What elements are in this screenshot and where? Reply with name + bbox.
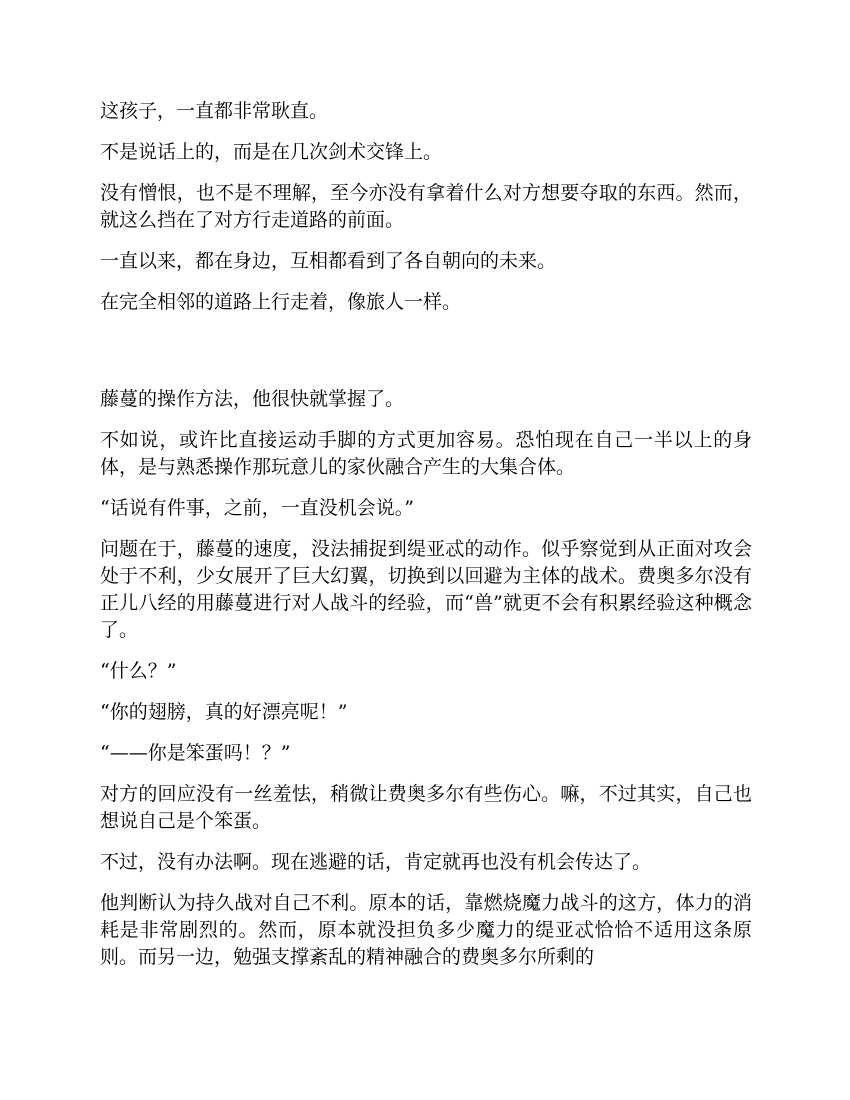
section-break — [100, 330, 752, 386]
paragraph: 藤蔓的操作方法，他很快就掌握了。 — [100, 388, 405, 410]
dialogue-line: “什么？” — [100, 660, 177, 682]
paragraph: 不是说话上的，而是在几次剑术交锋上。 — [100, 141, 443, 163]
paragraph: 不过，没有办法啊。现在逃避的话，肯定就再也没有机会传达了。 — [100, 851, 652, 873]
paragraph: 在完全相邻的道路上行走着，像旅人一样。 — [100, 291, 462, 313]
dialogue-line: “话说有件事，之前，一直没机会说。” — [100, 497, 414, 519]
paragraph: 对方的回应没有一丝羞怯，稍微让费奥多尔有些伤心。嘛，不过其实，自己也想说自己是个笨蛋。 — [100, 783, 752, 832]
paragraph: 一直以来，都在身边，互相都看到了各自朝向的未来。 — [100, 250, 557, 272]
paragraph: 这孩子，一直都非常耿直。 — [100, 100, 329, 122]
dialogue-line: “——你是笨蛋吗！？” — [100, 742, 291, 764]
dialogue-line: “你的翅膀，真的好漂亮呢！” — [100, 701, 348, 723]
section-1 — [100, 98, 752, 316]
paragraph: 不如说，或许比直接运动手脚的方式更加容易。恐怕现在自己一半以上的身体，是与熟悉操作那玩意儿的家伙融合产生的大集合体。 — [100, 429, 752, 478]
paragraph: 问题在于，藤蔓的速度，没法捕捉到缇亚忒的动作。似乎察觉到从正面对攻会处于不利，少女展开了巨大幻翼，切换到以回避为主体的战术。费奥多尔没有正儿八经的用藤蔓进行对人战斗的经验，而“兽”就更不会有积累经验这种概念了。 — [100, 538, 752, 641]
paragraph: 他判断认为持久战对自己不利。原本的话，靠燃烧魔力战斗的这方，体力的消耗是非常剧烈的。然而，原本就没担负多少魔力的缇亚忒恰恰不适用这条原则。而另一边，勉强支撑紊乱的精神融合的费奥多尔所剩的 — [100, 892, 752, 968]
section-2 — [100, 386, 752, 971]
paragraph: 没有憎恨，也不是不理解，至今亦没有拿着什么对方想要夺取的东西。然而，就这么挡在了对方行走道路的前面。 — [100, 182, 752, 231]
document-page — [100, 98, 752, 985]
